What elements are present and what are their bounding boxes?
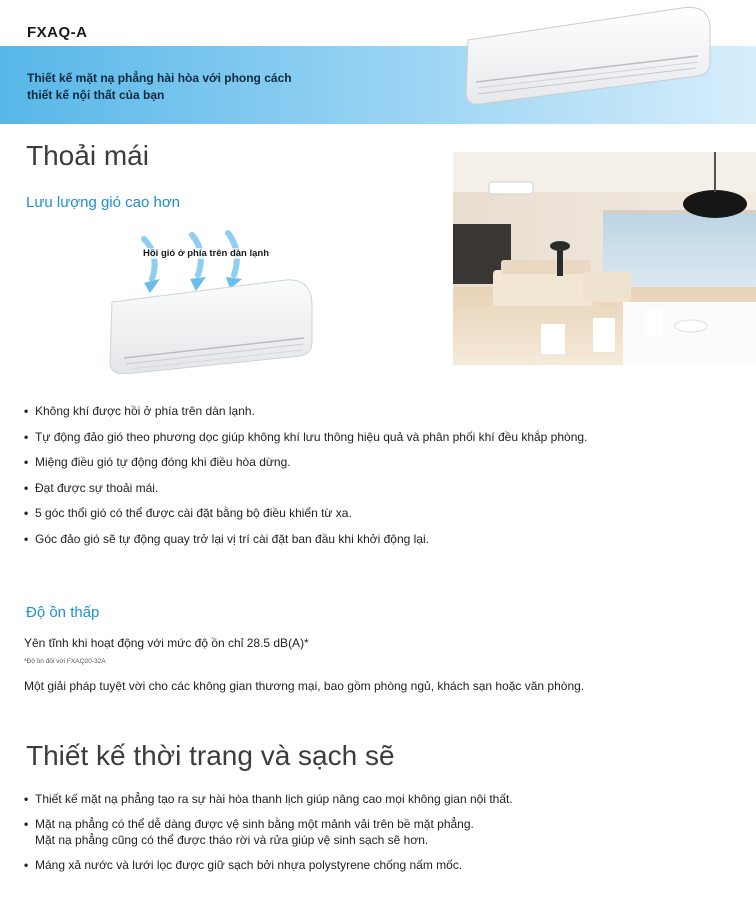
subtitle-low-noise: Độ ồn thấp	[26, 604, 100, 621]
tagline-line-1: Thiết kế mặt nạ phẳng hài hòa với phong cách	[27, 71, 292, 85]
list-item: • Thiết kế mặt nạ phẳng tạo ra sự hài hòa thanh lịch giúp nâng cao mọi không gian nội thất.	[24, 791, 513, 807]
list-item: • Máng xả nước và lưới lọc được giữ sạch bởi nhựa polystyrene chống nấm mốc.	[24, 857, 513, 873]
noise-description: Một giải pháp tuyệt vời cho các không gian thương mại, bao gồm phòng ngủ, khách sạn hoặc văn phòng.	[24, 679, 585, 693]
list-item: • Góc đảo gió sẽ tự động quay trở lại vị trí cài đặt ban đầu khi khởi động lại.	[24, 532, 587, 558]
section-title-comfort: Thoải mái	[26, 140, 149, 171]
design-bullet-list	[24, 791, 513, 882]
list-item: • Tự động đảo gió theo phương dọc giúp không khí lưu thông hiệu quả và phân phối khí đều khắp phòng.	[24, 430, 587, 456]
list-item: • Đạt được sự thoải mái.	[24, 481, 587, 507]
header-tagline	[27, 70, 357, 104]
airflow-label: Hồi gió ở phía trên dàn lạnh	[143, 248, 270, 259]
subtitle-airflow: Lưu lượng gió cao hơn	[26, 194, 181, 211]
air-conditioner-image	[108, 224, 314, 374]
model-name: FXAQ-A	[27, 24, 88, 41]
list-item: • Không khí được hồi ở phía trên dàn lạnh.	[24, 404, 587, 430]
section-title-design: Thiết kế thời trang và sạch sẽ	[26, 740, 395, 771]
air-conditioner-header-image	[462, 0, 712, 108]
list-item	[24, 816, 513, 848]
tagline-line-2: thiết kế nội thất của bạn	[27, 88, 165, 102]
comfort-bullet-list	[24, 404, 587, 557]
list-item: • 5 góc thổi gió có thể được cài đặt bằng bộ điều khiển từ xa.	[24, 506, 587, 532]
noise-footnote: *Độ ồn đối với FXAQ20-32A	[24, 658, 106, 665]
list-item: • Miệng điều gió tự động đóng khi điều hòa dừng.	[24, 455, 587, 481]
header-banner	[0, 0, 756, 124]
list-item-line-2: Mặt nạ phẳng cũng có thể được tháo rời và rửa giúp vệ sinh sạch sẽ hơn.	[35, 833, 429, 847]
noise-level-text: Yên tĩnh khi hoạt động với mức độ ồn chỉ 28.5 dB(A)*	[24, 636, 309, 650]
room-interior-image	[453, 152, 756, 365]
list-item-line-1: • Mặt nạ phẳng có thể dễ dàng được vệ sinh bằng một mảnh vải trên bề mặt phẳng.	[35, 817, 474, 831]
